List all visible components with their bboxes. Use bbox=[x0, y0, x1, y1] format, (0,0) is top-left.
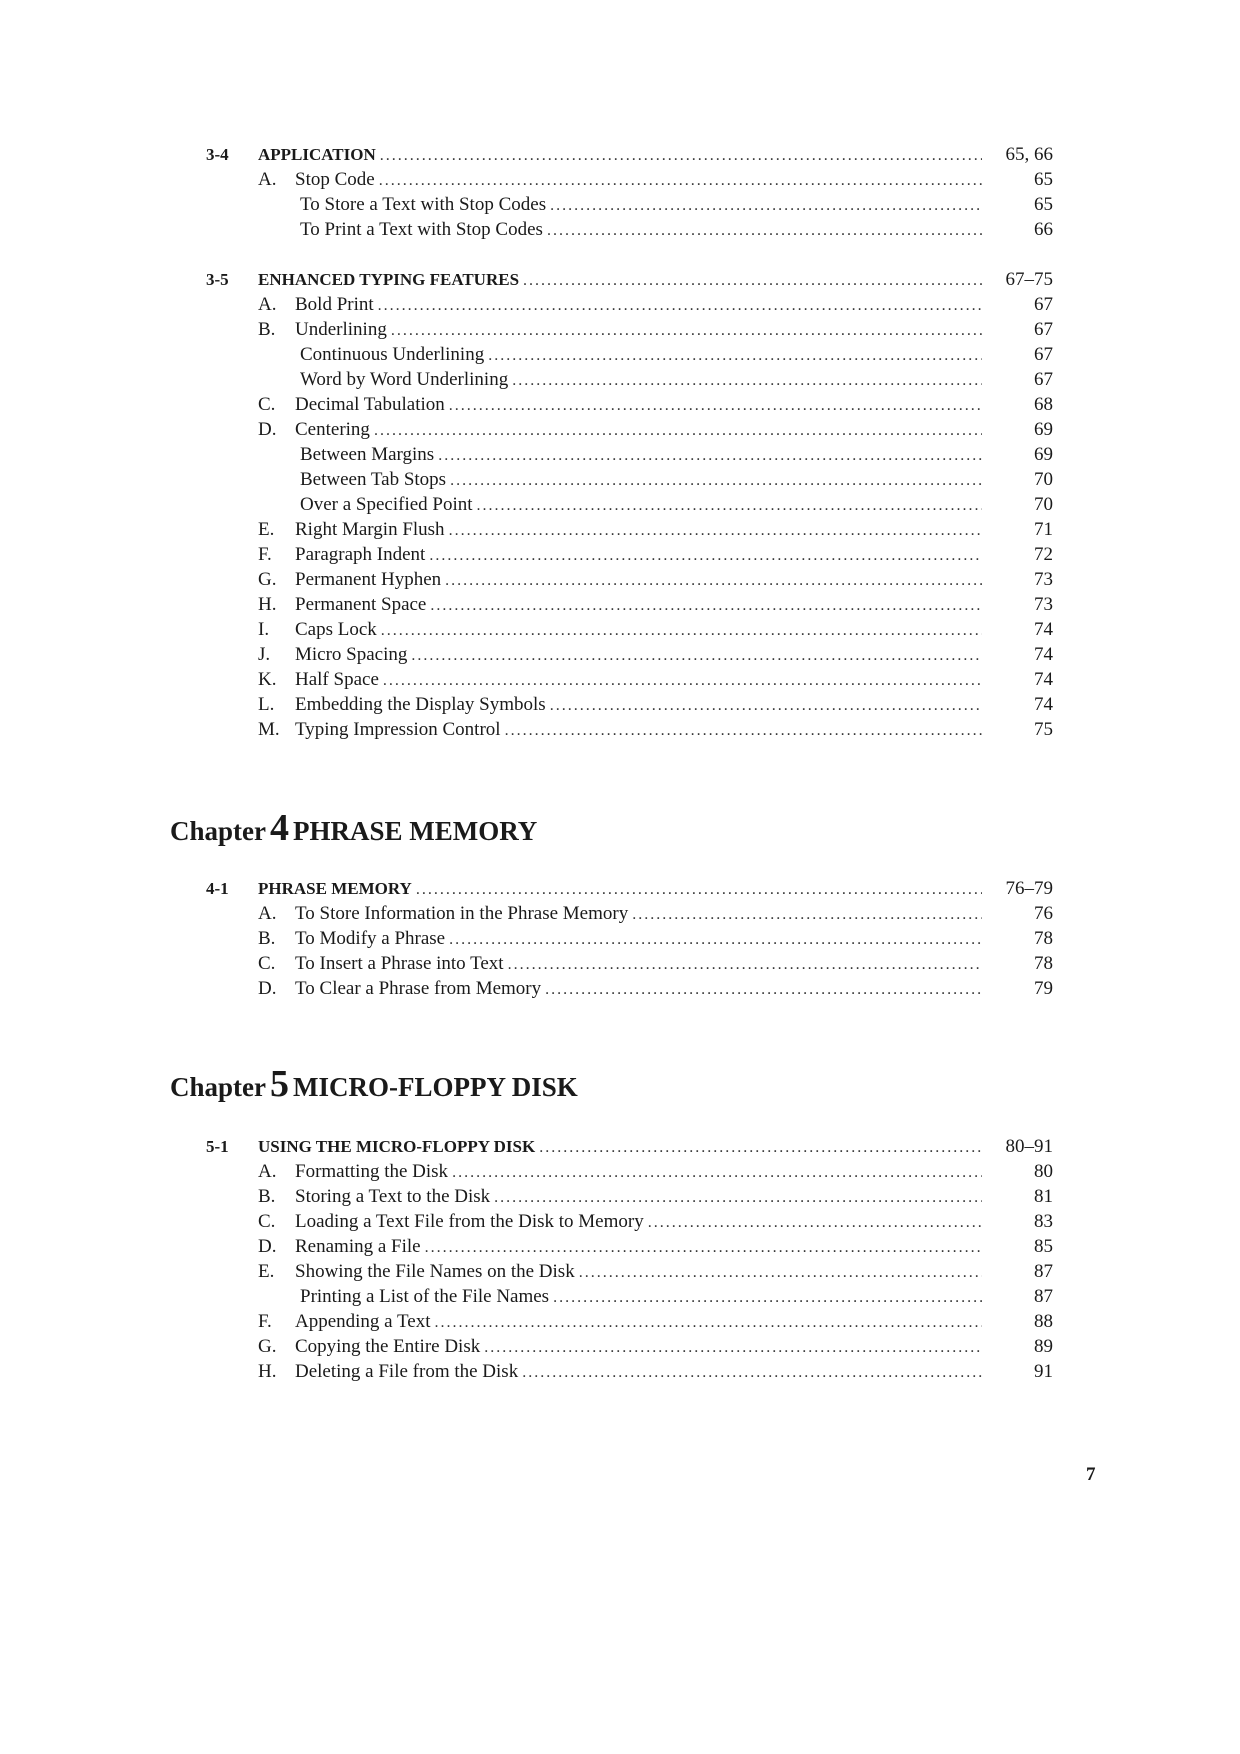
section-title: ENHANCED TYPING FEATURES bbox=[258, 270, 520, 289]
toc-entry-row bbox=[0, 692, 1240, 717]
toc-section-row bbox=[0, 267, 1240, 292]
dot-leader bbox=[488, 343, 982, 368]
toc-entry-row bbox=[0, 542, 1240, 567]
entry-page: 69 bbox=[1034, 419, 1053, 440]
toc-entry-row bbox=[0, 717, 1240, 742]
entry-leader bbox=[295, 542, 988, 568]
entry-leader bbox=[295, 167, 988, 193]
entry-title: Deleting a File from the Disk bbox=[295, 1361, 519, 1382]
toc-entry-row bbox=[0, 517, 1240, 542]
entry-title: Over a Specified Point bbox=[300, 494, 473, 515]
toc-entry-row bbox=[0, 1334, 1240, 1359]
toc-entry-row bbox=[0, 642, 1240, 667]
entry-page: 75 bbox=[1034, 719, 1053, 740]
entry-letter: M. bbox=[258, 719, 280, 740]
dot-leader bbox=[379, 168, 982, 193]
entry-letter: H. bbox=[258, 594, 277, 615]
entry-page: 66 bbox=[1034, 219, 1053, 240]
entry-leader bbox=[295, 667, 988, 693]
dot-leader bbox=[512, 368, 982, 393]
dot-leader bbox=[450, 468, 982, 493]
entry-title: Between Tab Stops bbox=[300, 469, 447, 490]
toc-entry-row bbox=[0, 217, 1240, 242]
entry-leader bbox=[295, 292, 988, 318]
entry-leader bbox=[295, 642, 988, 668]
section-title: USING THE MICRO-FLOPPY DISK bbox=[258, 1137, 536, 1156]
entry-leader bbox=[295, 1234, 988, 1260]
entry-leader bbox=[300, 192, 988, 218]
entry-title: Copying the Entire Disk bbox=[295, 1336, 481, 1357]
entry-title: Paragraph Indent bbox=[295, 544, 426, 565]
entry-title: Continuous Underlining bbox=[300, 344, 485, 365]
dot-leader bbox=[484, 1335, 982, 1360]
dot-leader bbox=[508, 952, 982, 977]
toc-entry-row bbox=[0, 1309, 1240, 1334]
entry-title: Underlining bbox=[295, 319, 387, 340]
entry-letter: E. bbox=[258, 519, 275, 540]
toc-entry-row bbox=[0, 901, 1240, 926]
entry-leader bbox=[295, 517, 988, 543]
entry-title: Word by Word Underlining bbox=[300, 369, 509, 390]
dot-leader bbox=[435, 1310, 982, 1335]
entry-page: 74 bbox=[1034, 619, 1053, 640]
entry-title: To Modify a Phrase bbox=[295, 928, 446, 949]
entry-page: 74 bbox=[1034, 669, 1053, 690]
dot-leader bbox=[648, 1210, 982, 1235]
dot-leader bbox=[523, 268, 982, 293]
entry-title: Appending a Text bbox=[295, 1311, 431, 1332]
chapter-title: MICRO-FLOPPY DISK bbox=[293, 1072, 578, 1102]
dot-leader bbox=[539, 1135, 982, 1160]
dot-leader bbox=[550, 193, 982, 218]
entry-page: 71 bbox=[1034, 519, 1053, 540]
entry-title: To Store a Text with Stop Codes bbox=[300, 194, 547, 215]
entry-page: 74 bbox=[1034, 694, 1053, 715]
toc-entry-row bbox=[0, 926, 1240, 951]
toc-entry-row bbox=[0, 317, 1240, 342]
toc-entry-row bbox=[0, 667, 1240, 692]
entry-page: 73 bbox=[1034, 594, 1053, 615]
entry-letter: J. bbox=[258, 644, 271, 665]
dot-leader bbox=[494, 1185, 982, 1210]
entry-page: 78 bbox=[1034, 953, 1053, 974]
entry-title: Stop Code bbox=[295, 169, 375, 190]
toc-entry-row bbox=[0, 567, 1240, 592]
toc-entry-row bbox=[0, 1234, 1240, 1259]
toc-entry-row bbox=[0, 492, 1240, 517]
entry-leader bbox=[295, 717, 988, 743]
section-number: 3-5 bbox=[206, 270, 229, 289]
entry-title: Typing Impression Control bbox=[295, 719, 501, 740]
toc-entry-row bbox=[0, 342, 1240, 367]
entry-title: To Print a Text with Stop Codes bbox=[300, 219, 543, 240]
entry-page: 70 bbox=[1034, 494, 1053, 515]
entry-letter: A. bbox=[258, 903, 277, 924]
toc-entry-row bbox=[0, 1159, 1240, 1184]
toc-entry-row bbox=[0, 617, 1240, 642]
entry-page: 76 bbox=[1034, 903, 1053, 924]
toc-entry-row bbox=[0, 1259, 1240, 1284]
entry-title: Loading a Text File from the Disk to Memory bbox=[295, 1211, 644, 1232]
entry-title: To Insert a Phrase into Text bbox=[295, 953, 504, 974]
toc-entry-row bbox=[0, 1284, 1240, 1309]
chapter-4-heading bbox=[170, 806, 537, 850]
entry-letter: K. bbox=[258, 669, 277, 690]
entry-title: Micro Spacing bbox=[295, 644, 408, 665]
entry-leader bbox=[300, 342, 988, 368]
entry-leader bbox=[295, 1259, 988, 1285]
dot-leader bbox=[374, 418, 982, 443]
dot-leader bbox=[430, 593, 982, 618]
entry-page: 73 bbox=[1034, 569, 1053, 590]
toc-entry-row bbox=[0, 1184, 1240, 1209]
chapter-number: 5 bbox=[270, 1063, 289, 1105]
entry-title: Storing a Text to the Disk bbox=[295, 1186, 491, 1207]
entry-leader bbox=[295, 976, 988, 1002]
entry-letter: A. bbox=[258, 169, 277, 190]
entry-letter: D. bbox=[258, 978, 277, 999]
toc-section-row bbox=[0, 142, 1240, 167]
toc-entry-row bbox=[0, 467, 1240, 492]
dot-leader bbox=[438, 443, 982, 468]
entry-page: 91 bbox=[1034, 1361, 1053, 1382]
toc-entry-row bbox=[0, 1359, 1240, 1384]
dot-leader bbox=[391, 318, 982, 343]
entry-leader bbox=[300, 217, 988, 243]
entry-leader bbox=[300, 467, 988, 493]
section-leader bbox=[258, 267, 988, 293]
dot-leader bbox=[383, 668, 982, 693]
entry-page: 72 bbox=[1034, 544, 1053, 565]
section-leader bbox=[258, 1134, 988, 1160]
dot-leader bbox=[505, 718, 982, 743]
dot-leader bbox=[553, 1285, 982, 1310]
entry-leader bbox=[295, 926, 988, 952]
entry-leader bbox=[295, 392, 988, 418]
entry-title: Between Margins bbox=[300, 444, 435, 465]
entry-letter: F. bbox=[258, 544, 272, 565]
dot-leader bbox=[449, 393, 982, 418]
toc-section-row bbox=[0, 1134, 1240, 1159]
dot-leader bbox=[477, 493, 982, 518]
dot-leader bbox=[545, 977, 982, 1002]
entry-letter: C. bbox=[258, 394, 276, 415]
dot-leader bbox=[378, 293, 982, 318]
entry-title: Renaming a File bbox=[295, 1236, 421, 1257]
entry-leader bbox=[295, 592, 988, 618]
entry-page: 83 bbox=[1034, 1211, 1053, 1232]
entry-letter: F. bbox=[258, 1311, 272, 1332]
entry-leader bbox=[295, 1184, 988, 1210]
section-pages: 76–79 bbox=[1005, 878, 1053, 899]
dot-leader bbox=[579, 1260, 982, 1285]
entry-page: 74 bbox=[1034, 644, 1053, 665]
entry-title: To Clear a Phrase from Memory bbox=[295, 978, 542, 999]
dot-leader bbox=[416, 877, 982, 902]
entry-letter: C. bbox=[258, 1211, 276, 1232]
section-title: APPLICATION bbox=[258, 145, 376, 164]
toc-section-row bbox=[0, 876, 1240, 901]
section-number: 3-4 bbox=[206, 145, 229, 164]
chapter-title: PHRASE MEMORY bbox=[293, 816, 538, 846]
entry-page: 87 bbox=[1034, 1261, 1053, 1282]
chapter-word: Chapter bbox=[170, 816, 266, 846]
entry-leader bbox=[300, 1284, 988, 1310]
toc-entry-row bbox=[0, 951, 1240, 976]
entry-page: 79 bbox=[1034, 978, 1053, 999]
entry-page: 69 bbox=[1034, 444, 1053, 465]
toc-entry-row bbox=[0, 292, 1240, 317]
entry-title: Caps Lock bbox=[295, 619, 377, 640]
entry-page: 67 bbox=[1034, 319, 1053, 340]
section-pages: 67–75 bbox=[1005, 269, 1053, 290]
toc-entry-row bbox=[0, 192, 1240, 217]
section-leader bbox=[258, 876, 988, 902]
entry-leader bbox=[295, 1309, 988, 1335]
entry-title: Showing the File Names on the Disk bbox=[295, 1261, 575, 1282]
entry-leader bbox=[300, 442, 988, 468]
dot-leader bbox=[411, 643, 982, 668]
entry-leader bbox=[295, 901, 988, 927]
toc-entry-row bbox=[0, 592, 1240, 617]
dot-leader bbox=[522, 1360, 982, 1385]
entry-letter: G. bbox=[258, 1336, 277, 1357]
section-pages: 80–91 bbox=[1005, 1136, 1053, 1157]
toc-entry-row bbox=[0, 392, 1240, 417]
section-number: 4-1 bbox=[206, 879, 229, 898]
dot-leader bbox=[452, 1160, 982, 1185]
entry-page: 67 bbox=[1034, 294, 1053, 315]
entry-title: Decimal Tabulation bbox=[295, 394, 445, 415]
entry-title: Formatting the Disk bbox=[295, 1161, 449, 1182]
entry-leader bbox=[295, 617, 988, 643]
entry-title: Printing a List of the File Names bbox=[300, 1286, 550, 1307]
toc-entry-row bbox=[0, 976, 1240, 1001]
section-leader bbox=[258, 142, 988, 168]
entry-leader bbox=[295, 567, 988, 593]
entry-leader bbox=[295, 1209, 988, 1235]
chapter-word: Chapter bbox=[170, 1072, 266, 1102]
entry-page: 67 bbox=[1034, 344, 1053, 365]
toc-entry-row bbox=[0, 367, 1240, 392]
entry-letter: B. bbox=[258, 1186, 276, 1207]
entry-page: 81 bbox=[1034, 1186, 1053, 1207]
entry-letter: D. bbox=[258, 1236, 277, 1257]
entry-letter: A. bbox=[258, 294, 277, 315]
entry-page: 85 bbox=[1034, 1236, 1053, 1257]
entry-letter: B. bbox=[258, 319, 276, 340]
toc-entry-row bbox=[0, 442, 1240, 467]
dot-leader bbox=[449, 518, 982, 543]
entry-letter: L. bbox=[258, 694, 275, 715]
entry-letter: B. bbox=[258, 928, 276, 949]
entry-title: Bold Print bbox=[295, 294, 374, 315]
entry-letter: D. bbox=[258, 419, 277, 440]
entry-title: Half Space bbox=[295, 669, 379, 690]
entry-leader bbox=[300, 492, 988, 518]
entry-page: 88 bbox=[1034, 1311, 1053, 1332]
page-number: 7 bbox=[1086, 1464, 1096, 1485]
dot-leader bbox=[381, 618, 982, 643]
entry-title: Permanent Space bbox=[295, 594, 427, 615]
entry-leader bbox=[295, 317, 988, 343]
entry-leader bbox=[295, 692, 988, 718]
entry-title: Right Margin Flush bbox=[295, 519, 445, 540]
chapter-number: 4 bbox=[270, 807, 289, 849]
entry-letter: I. bbox=[258, 619, 270, 640]
entry-leader bbox=[300, 367, 988, 393]
dot-leader bbox=[632, 902, 982, 927]
entry-letter: E. bbox=[258, 1261, 275, 1282]
entry-page: 89 bbox=[1034, 1336, 1053, 1357]
chapter-5-heading bbox=[170, 1062, 578, 1106]
entry-page: 78 bbox=[1034, 928, 1053, 949]
entry-leader bbox=[295, 417, 988, 443]
entry-letter: C. bbox=[258, 953, 276, 974]
dot-leader bbox=[429, 543, 982, 568]
entry-letter: G. bbox=[258, 569, 277, 590]
section-title: PHRASE MEMORY bbox=[258, 879, 412, 898]
toc-entry-row bbox=[0, 167, 1240, 192]
dot-leader bbox=[425, 1235, 982, 1260]
toc-entry-row bbox=[0, 1209, 1240, 1234]
entry-page: 67 bbox=[1034, 369, 1053, 390]
entry-page: 87 bbox=[1034, 1286, 1053, 1307]
entry-title: Embedding the Display Symbols bbox=[295, 694, 546, 715]
entry-letter: A. bbox=[258, 1161, 277, 1182]
dot-leader bbox=[547, 218, 982, 243]
dot-leader bbox=[449, 927, 982, 952]
section-pages: 65, 66 bbox=[1005, 144, 1053, 165]
entry-title: Permanent Hyphen bbox=[295, 569, 442, 590]
entry-title: Centering bbox=[295, 419, 370, 440]
dot-leader bbox=[445, 568, 982, 593]
entry-letter: H. bbox=[258, 1361, 277, 1382]
entry-leader bbox=[295, 1359, 988, 1385]
entry-leader bbox=[295, 1334, 988, 1360]
entry-page: 70 bbox=[1034, 469, 1053, 490]
entry-title: To Store Information in the Phrase Memory bbox=[295, 903, 629, 924]
dot-leader bbox=[380, 143, 982, 168]
dot-leader bbox=[550, 693, 982, 718]
entry-page: 65 bbox=[1034, 169, 1053, 190]
entry-page: 65 bbox=[1034, 194, 1053, 215]
entry-leader bbox=[295, 1159, 988, 1185]
section-number: 5-1 bbox=[206, 1137, 229, 1156]
entry-leader bbox=[295, 951, 988, 977]
toc-entry-row bbox=[0, 417, 1240, 442]
entry-page: 68 bbox=[1034, 394, 1053, 415]
entry-page: 80 bbox=[1034, 1161, 1053, 1182]
